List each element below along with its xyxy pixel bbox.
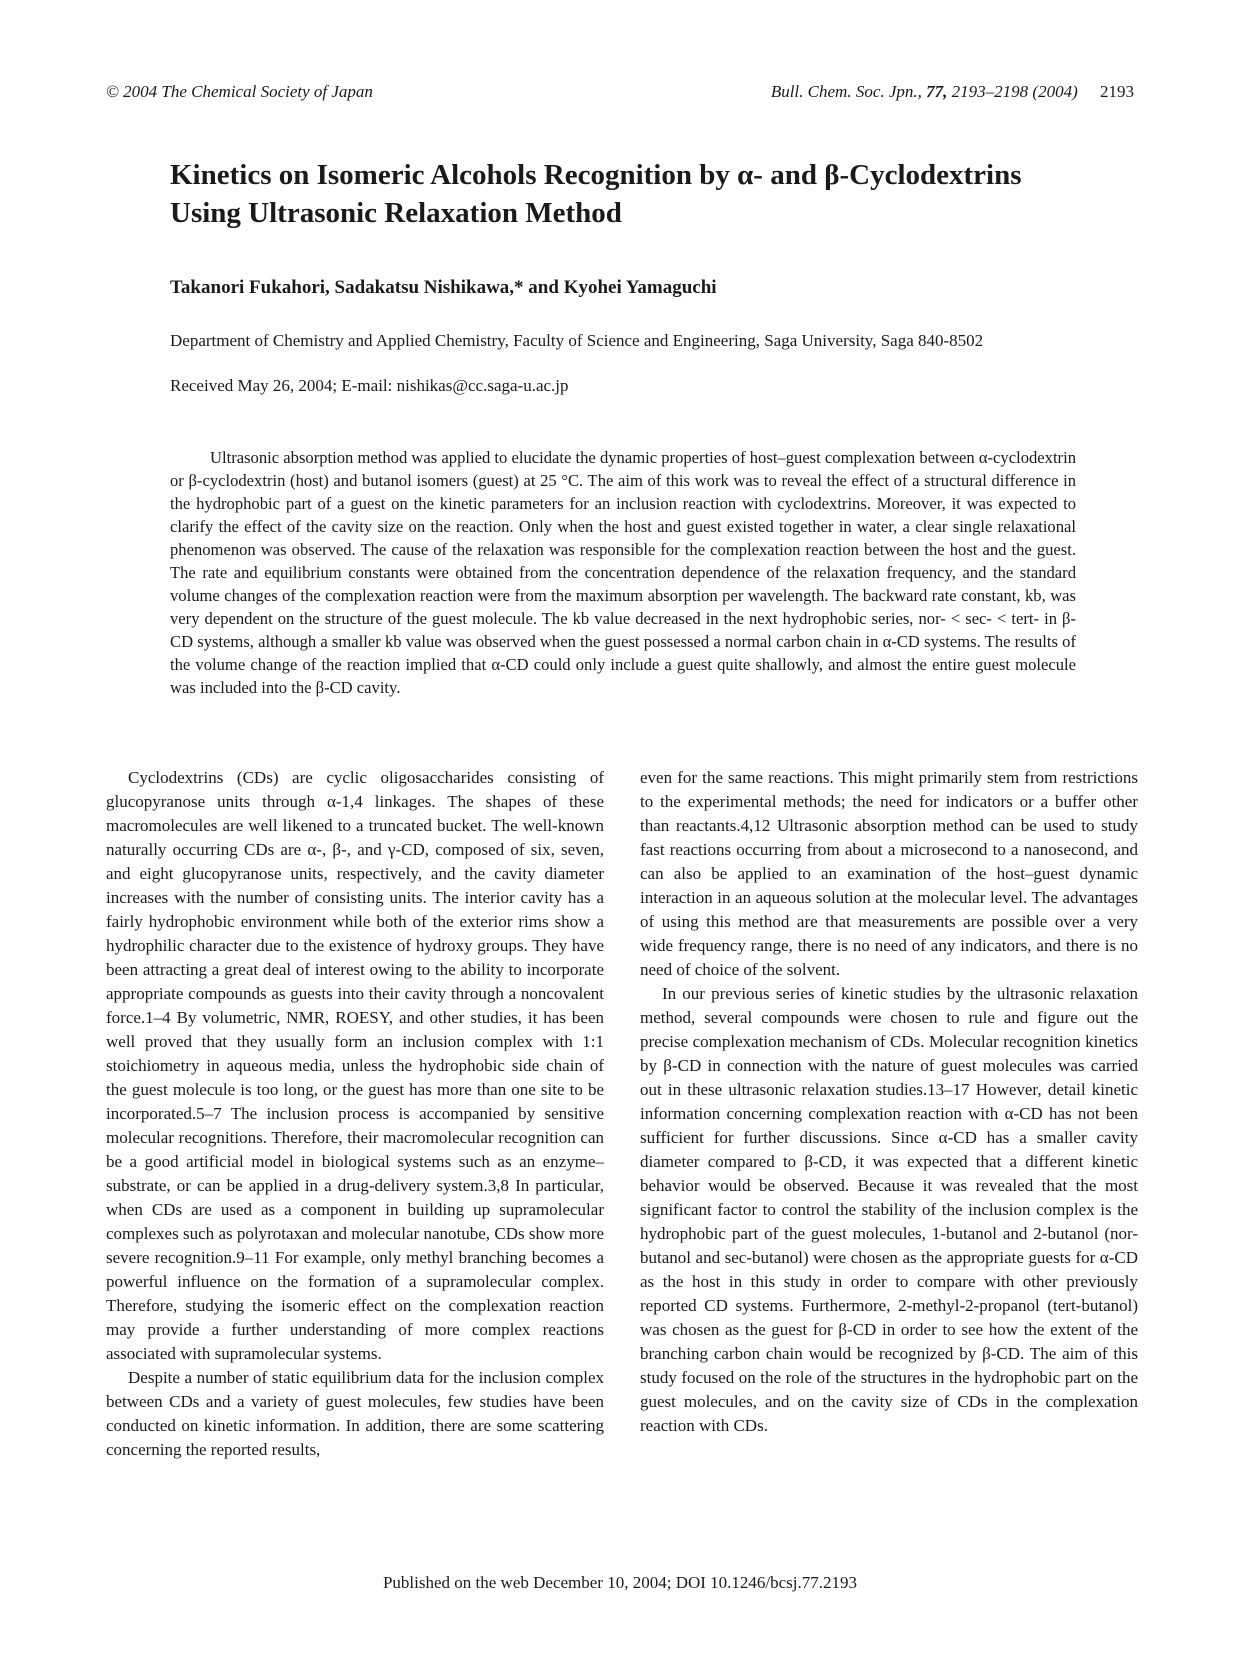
body-paragraph: Despite a number of static equilibrium data for the inclusion complex between CDs and a variety of guest molecules, few studies have been conducted on kinetic information. In addition, there are some scattering concerning the reported results, <box>106 1368 604 1459</box>
received-date-email: Received May 26, 2004; E-mail: nishikas@cc.saga-u.ac.jp <box>170 376 569 395</box>
body-paragraph: Cyclodextrins (CDs) are cyclic oligosaccharides consisting of glucopyranose units through α-1,4 linkages. The shapes of these macromolecules are well likened to a truncated bucket. The well-known naturally occurring CDs are α-, β-, and γ-CD, composed of six, seven, and eight glucopyranose units, respectively, and the cavity diameter increases with the number of consisting units. The interior cavity has a fairly hydrophobic environment while both of the exterior rims show a hydrophilic character due to the existence of hydroxy groups. They have been attracting a great deal of interest owing to the ability to incorporate appropriate compounds as guests into their cavity through a noncovalent force.1–4 By volumetric, NMR, ROESY, and other studies, it has been well proved that they usually form an inclusion complex with 1:1 stoichiometry in aqueous media, unless the hydrophobic side chain of the guest molecule is too long, or the guest has more than one site to be incorporated.5–7 The inclusion process is accompanied by sensitive molecular recognitions. Therefore, their macromolecular recognition can be a good artificial model in biological systems such as an enzyme–substrate, or can be applied in a drug-delivery system.3,8 In particular, when CDs are used as a component in building up supramolecular complexes such as polyrotaxan and molecular nanotube, CDs show more severe recognition.9–11 For example, only methyl branching becomes a powerful influence on the formation of a supramolecular complex. Therefore, studying the isomeric effect on the complexation reaction may provide a further understanding of more complex reactions associated with supramolecular systems. <box>106 768 604 1363</box>
body-column-left <box>106 766 604 1462</box>
copyright-notice: © 2004 The Chemical Society of Japan <box>106 82 373 101</box>
body-paragraph: In our previous series of kinetic studies by the ultrasonic relaxation method, several compounds were chosen to rule and figure out the precise complexation mechanism of CDs. Molecular recognition kinetics by β-CD in connection with the nature of guest molecules was carried out in these ultrasonic relaxation studies.13–17 However, detail kinetic information concerning complexation reaction with α-CD has not been sufficient for further discussions. Since α-CD has a smaller cavity diameter compared to β-CD, it was expected that a different kinetic behavior would be observed. Because it was revealed that the most significant factor to control the stability of the inclusion complex is the hydrophobic part of the guest molecules, 1-butanol and 2-butanol (nor-butanol and sec-butanol) were chosen as the appropriate guests for α-CD as the host in this study in order to compare with other previously reported CD systems. Furthermore, 2-methyl-2-propanol (tert-butanol) was chosen as the guest for β-CD in order to see how the extent of the branching carbon chain would be recognized by β-CD. The aim of this study focused on the role of the structures in the hydrophobic part on the guest molecules, and on the cavity size of CDs in the complexation reaction with CDs. <box>640 984 1138 1435</box>
journal-citation <box>771 82 1134 102</box>
title-line-1: Kinetics on Isomeric Alcohols Recognition by α- and β-Cyclodextrins <box>170 159 1022 191</box>
title-line-2: Using Ultrasonic Relaxation Method <box>170 197 622 229</box>
paper-title <box>170 156 1120 232</box>
page-number: 2193 <box>1100 82 1134 101</box>
journal-name: Bull. Chem. Soc. Jpn., <box>770 82 922 101</box>
body-column-right <box>640 766 1138 1438</box>
publication-footer: Published on the web December 10, 2004; DOI 10.1246/bcsj.77.2193 <box>382 1573 858 1592</box>
journal-volume: 77, <box>926 82 948 101</box>
abstract: Ultrasonic absorption method was applied to elucidate the dynamic properties of host–guest complexation between α-cyclodextrin or β-cyclodextrin (host) and butanol isomers (guest) at 25 °C. The aim of this work was to reveal the effect of a structural difference in the hydrophobic part of a guest on the kinetic parameters for an inclusion reaction with cyclodextrins. Moreover, it was expected to clarify the effect of the cavity size on the reaction. Only when the host and guest existed together in water, a clear single relaxational phenomenon was observed. The cause of the relaxation was responsible for the complexation reaction between the host and the guest. The rate and equilibrium constants were obtained from the concentration dependence of the relaxation frequency, and the standard volume changes of the complexation reaction were from the maximum absorption per wavelength. The backward rate constant, kb, was very dependent on the structure of the guest molecule. The kb value decreased in the next hydrophobic series, nor- < sec- < tert- in β-CD systems, although a smaller kb value was observed when the guest possessed a normal carbon chain in α-CD systems. The results of the volume change of the reaction implied that α-CD could only include a guest quite shallowly, and almost the entire guest molecule was included into the β-CD cavity. <box>170 448 1076 697</box>
affiliation: Department of Chemistry and Applied Chemistry, Faculty of Science and Engineering, Saga University, Saga 840-8502 <box>170 331 984 350</box>
journal-pages-year: 2193–2198 (2004) <box>951 82 1078 101</box>
author-list: Takanori Fukahori, Sadakatsu Nishikawa,* and Kyohei Yamaguchi <box>170 277 717 298</box>
body-paragraph: even for the same reactions. This might primarily stem from restrictions to the experimental methods; the need for indicators or a buffer other than reactants.4,12 Ultrasonic absorption method can be used to study fast reactions occurring from about a microsecond to a nanosecond, and can also be applied to an examination of the host–guest dynamic interaction in an aqueous solution at the molecular level. The advantages of using this method are that measurements are possible over a very wide frequency range, there is no need of any indicators, and there is no need of choice of the solvent. <box>640 768 1138 979</box>
